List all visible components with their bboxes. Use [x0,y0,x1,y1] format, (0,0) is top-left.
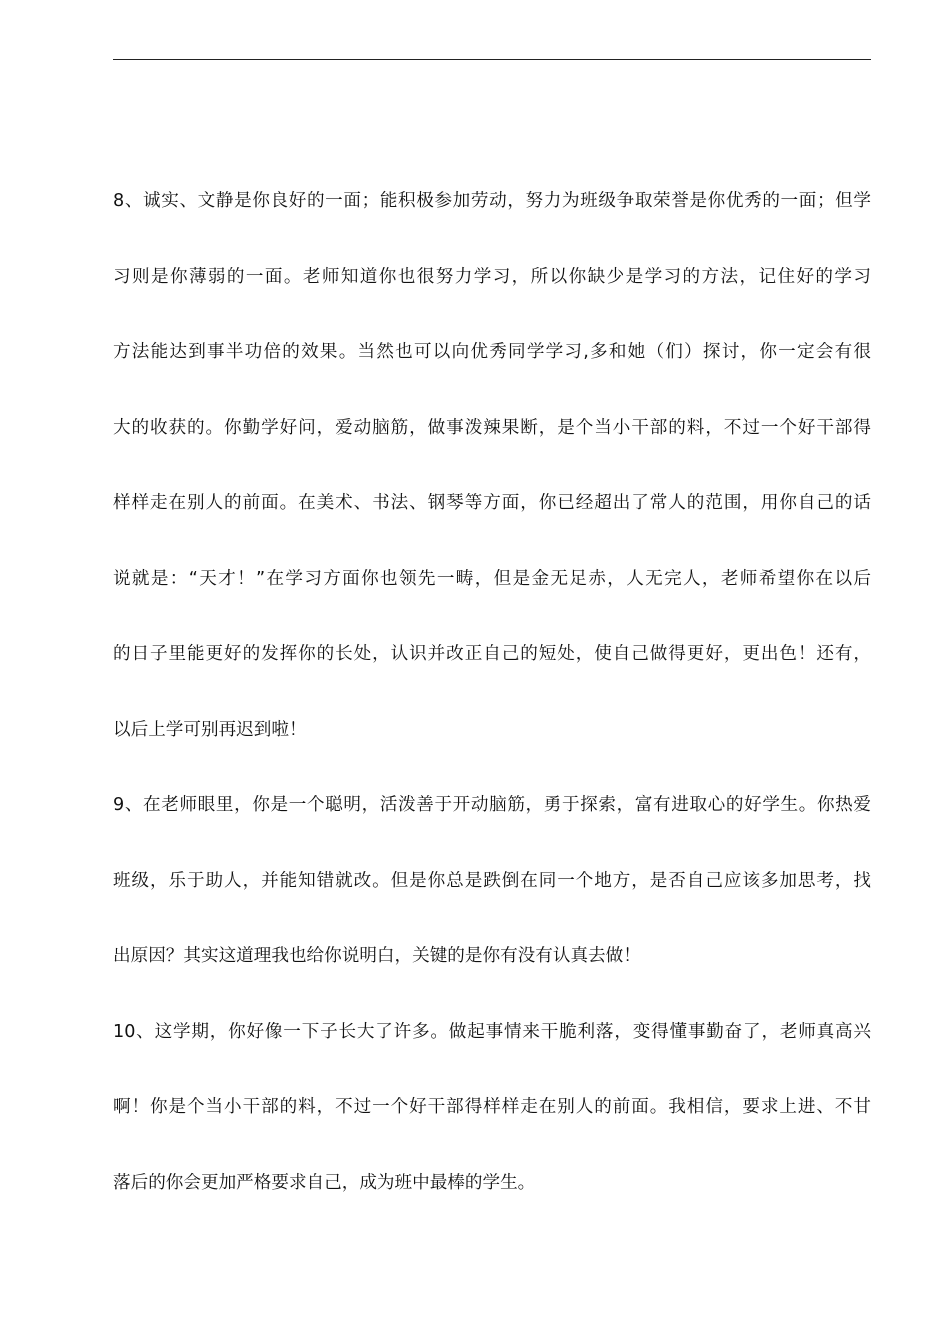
text-line: 落后的你会更加严格要求自己，成为班中最棒的学生。 [113,1172,536,1193]
text-line: 大的收获的。你勤学好问，爱动脑筋，做事泼辣果断，是个当小干部的料，不过一个好干部得 [113,417,871,438]
text-line: 样样走在别人的前面。在美术、书法、钢琴等方面，你已经超出了常人的范围，用你自己的话 [113,493,871,513]
text-line: 的日子里能更好的发挥你的长处，认识并改正自己的短处，使自己做得更好，更出色！还有， [113,644,871,664]
document-body [113,176,871,1233]
comment-paragraph-9 [113,780,871,1007]
text-line: 啊！你是个当小干部的料，不过一个好干部得样样走在别人的前面。我相信，要求上进、不甘 [113,1097,871,1117]
text-line: 班级，乐于助人，并能知错就改。但是你总是跌倒在同一个地方，是否自己应该多加思考，找 [113,870,871,891]
text-line: 说就是：“天才！”在学习方面你也领先一畴，但是金无足赤，人无完人，老师希望你在以后 [113,568,871,589]
header-rule [113,59,871,60]
text-line: 方法能达到事半功倍的效果。当然也可以向优秀同学学习,多和她（们）探讨，你一定会有很 [113,342,871,362]
text-line: 10、这学期，你好像一下子长大了许多。做起事情来干脆利落，变得懂事勤奋了，老师真高兴 [113,1021,871,1042]
comment-paragraph-10 [113,1007,871,1234]
text-line: 8、诚实、文静是你良好的一面；能积极参加劳动，努力为班级争取荣誉是你优秀的一面；但学 [113,191,871,211]
comment-paragraph-8 [113,176,871,780]
text-line: 以后上学可别再迟到啦！ [113,719,307,740]
text-line: 出原因？其实这道理我也给你说明白，关键的是你有没有认真去做！ [113,946,641,966]
text-line: 习则是你薄弱的一面。老师知道你也很努力学习，所以你缺少是学习的方法，记住好的学习 [113,266,871,287]
text-line: 9、在老师眼里，你是一个聪明，活泼善于开动脑筋，勇于探索，富有进取心的好学生。你热爱 [113,795,871,815]
